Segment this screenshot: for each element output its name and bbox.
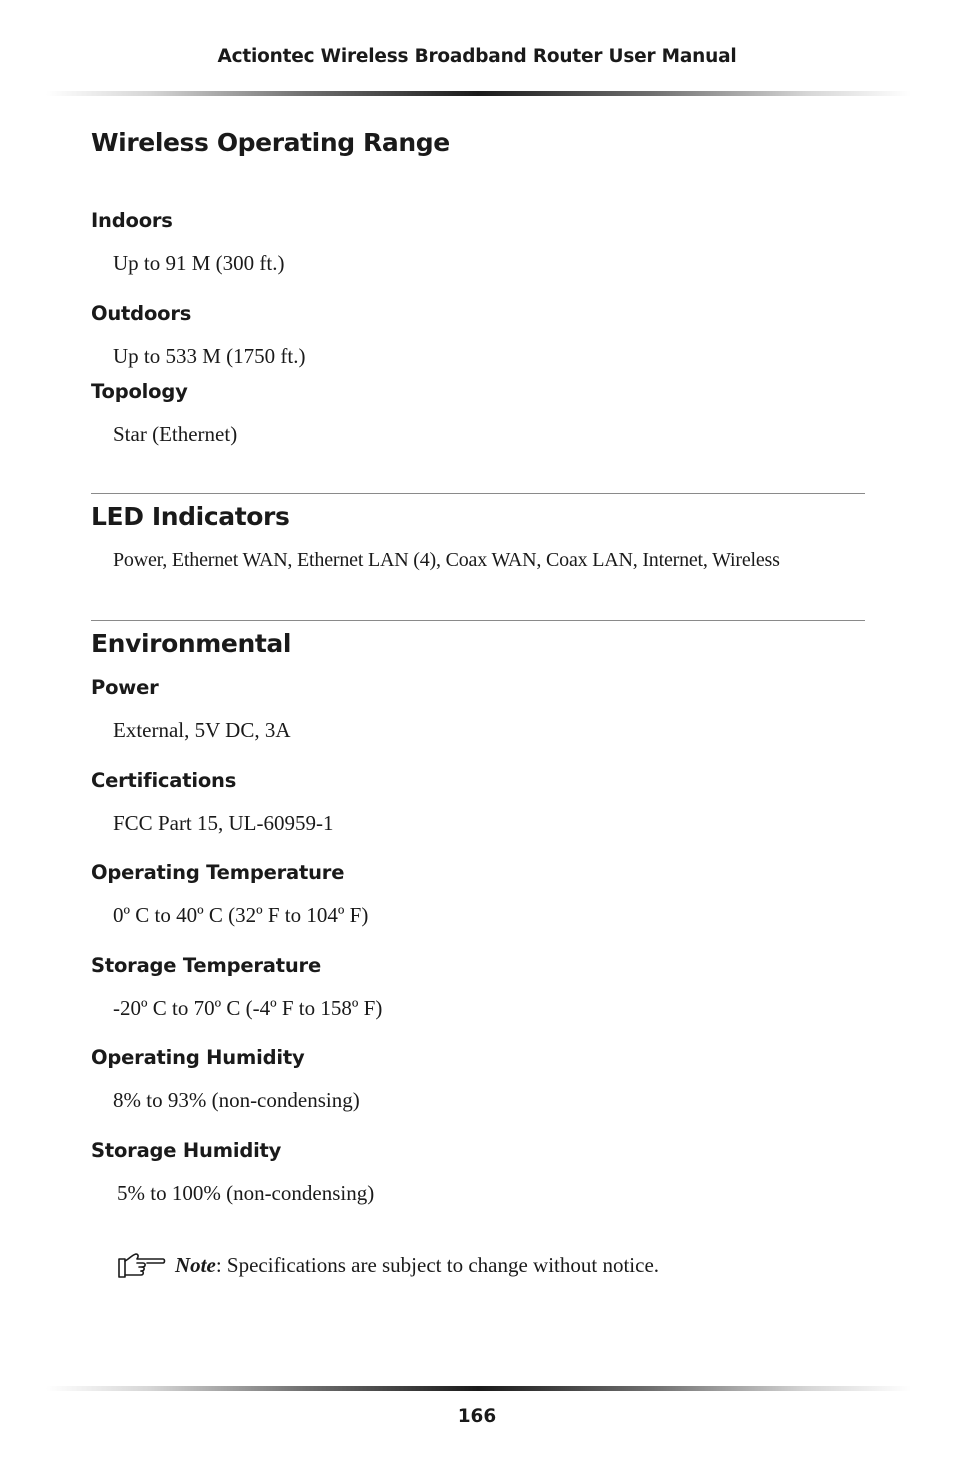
page-number: 166 <box>457 1406 497 1427</box>
note-label: Note <box>175 1252 216 1277</box>
section-title-wireless-range: Wireless Operating Range <box>91 128 450 157</box>
spec-label-outdoors: Outdoors <box>91 302 192 325</box>
pointing-hand-icon <box>117 1250 167 1280</box>
note-text: : Specifications are subject to change without notice. <box>215 1252 660 1277</box>
spec-value-operating-temperature: 0º C to 40º C (32º F to 104º F) <box>113 903 369 927</box>
spec-label-certifications: Certifications <box>91 769 237 792</box>
spec-label-storage-temperature: Storage Temperature <box>91 954 321 977</box>
spec-value-outdoors: Up to 533 M (1750 ft.) <box>113 344 306 368</box>
spec-value-certifications: FCC Part 15, UL-60959-1 <box>113 811 334 835</box>
spec-value-power: External, 5V DC, 3A <box>113 718 291 742</box>
spec-label-storage-humidity: Storage Humidity <box>91 1139 282 1162</box>
spec-value-storage-humidity: 5% to 100% (non-condensing) <box>117 1181 375 1205</box>
spec-value-led-indicators: Power, Ethernet WAN, Ethernet LAN (4), Coax WAN, Coax LAN, Internet, Wireless <box>113 549 780 571</box>
spec-label-operating-humidity: Operating Humidity <box>91 1046 305 1069</box>
footer-divider <box>46 1386 911 1391</box>
spec-label-topology: Topology <box>91 380 188 403</box>
spec-value-storage-temperature: -20º C to 70º C (-4º F to 158º F) <box>113 996 383 1020</box>
spec-value-indoors: Up to 91 M (300 ft.) <box>113 251 285 275</box>
running-header: Actiontec Wireless Broadband Router User Manual <box>217 46 737 67</box>
spec-value-operating-humidity: 8% to 93% (non-condensing) <box>113 1088 360 1112</box>
section-title-led-indicators: LED Indicators <box>91 502 290 531</box>
spec-label-indoors: Indoors <box>91 209 173 232</box>
note <box>117 1250 659 1280</box>
spec-label-operating-temperature: Operating Temperature <box>91 861 345 884</box>
section-title-environmental: Environmental <box>91 629 292 658</box>
section-divider <box>91 620 865 621</box>
spec-label-power: Power <box>91 676 159 699</box>
header-divider <box>46 91 911 96</box>
section-divider <box>91 493 865 494</box>
spec-value-topology: Star (Ethernet) <box>113 422 238 446</box>
